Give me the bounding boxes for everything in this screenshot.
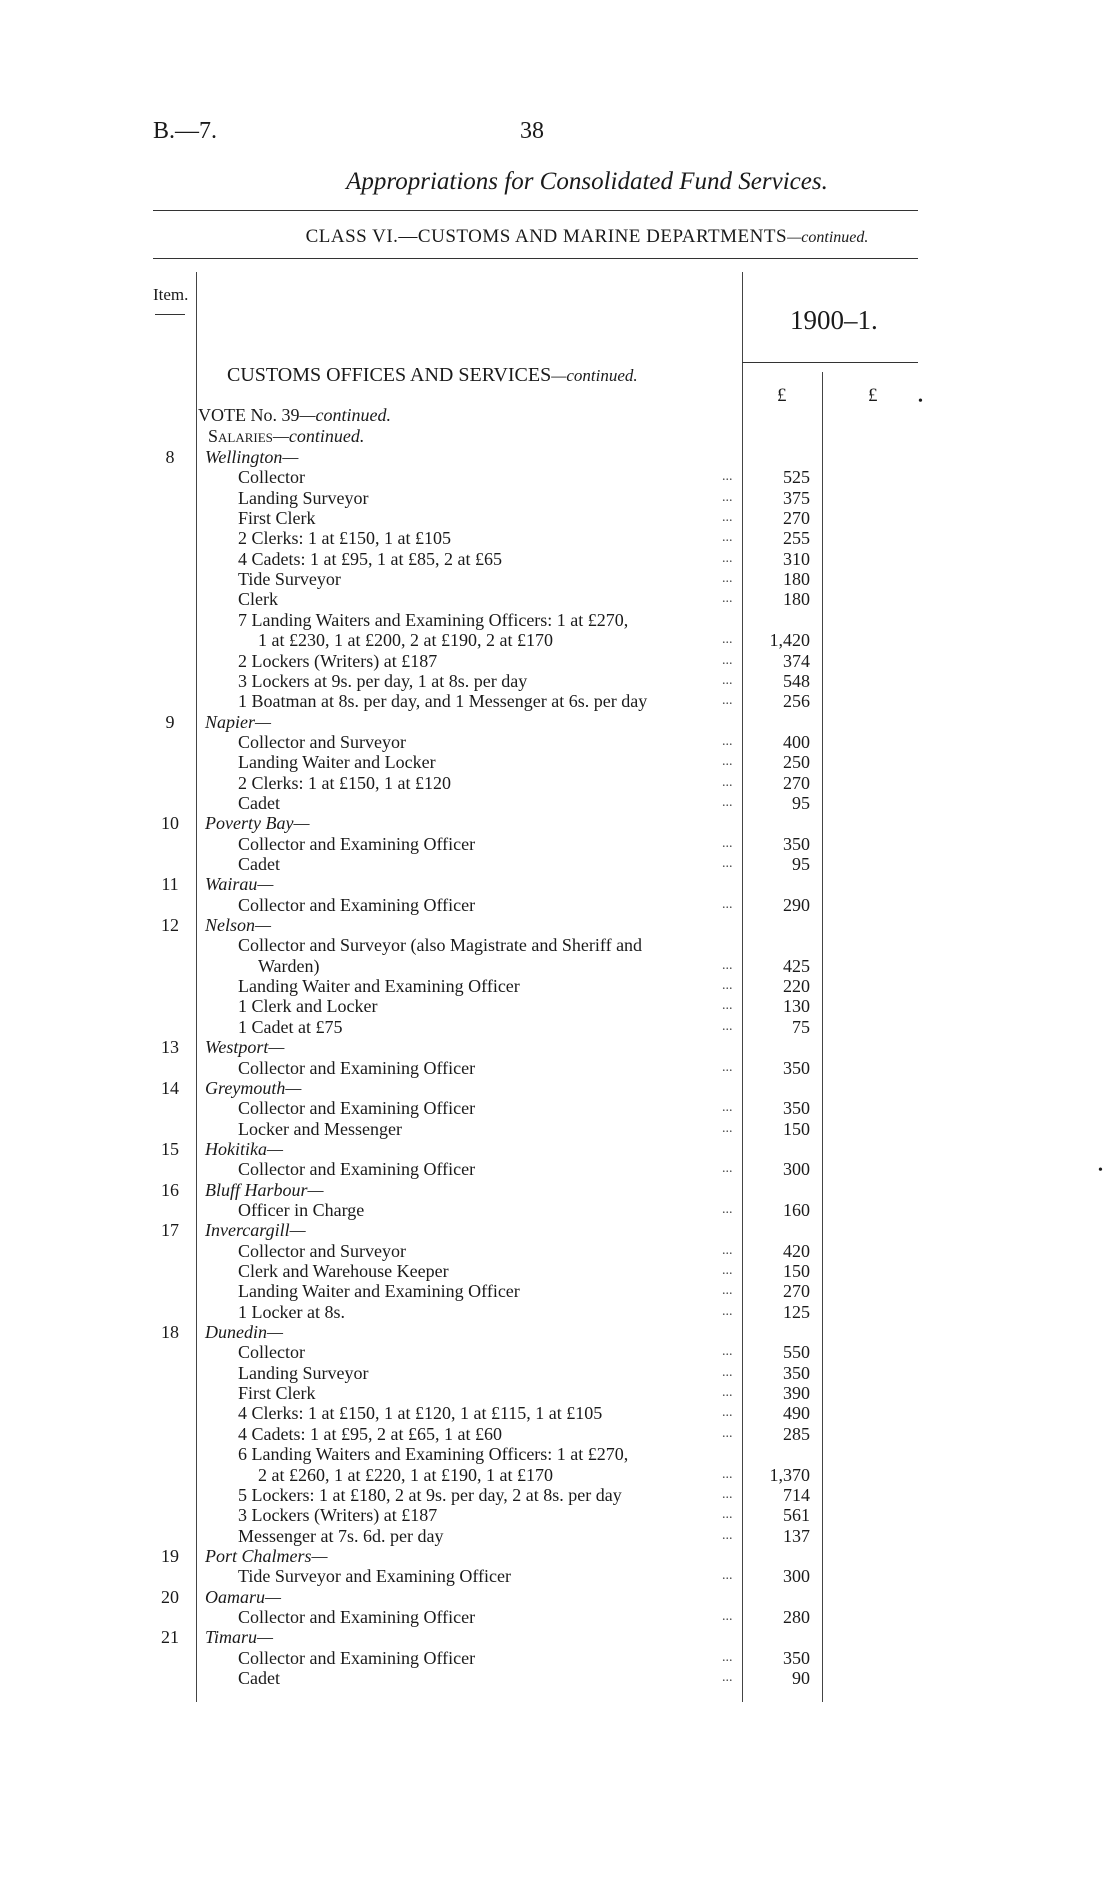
table-row bbox=[0, 549, 1114, 569]
position-description: 2 Clerks: 1 at £150, 1 at £120 bbox=[238, 772, 451, 793]
position-description: Cadet bbox=[238, 854, 280, 874]
position-description: Officer in Charge bbox=[238, 1199, 365, 1220]
item-heading-row bbox=[0, 1546, 1114, 1566]
position-description: Collector and Examining Officer bbox=[238, 894, 476, 915]
leader-dots: ... bbox=[722, 1527, 733, 1543]
position-description: Tide Surveyor bbox=[238, 569, 341, 590]
table-row bbox=[0, 752, 1114, 772]
leader-dots: ... bbox=[722, 571, 733, 587]
amount-value: 137 bbox=[783, 1525, 810, 1546]
position-description: 2 Clerks: 1 at £150, 1 at £105 bbox=[238, 528, 451, 549]
item-heading-row bbox=[0, 1180, 1114, 1200]
amount-value: 548 bbox=[783, 670, 810, 691]
item-heading-row bbox=[0, 1037, 1114, 1057]
leader-dots: ... bbox=[722, 489, 733, 505]
leader-dots: ... bbox=[722, 1608, 733, 1624]
amount-value: 250 bbox=[783, 752, 810, 773]
item-heading-row bbox=[0, 1627, 1114, 1647]
amount-value: 95 bbox=[792, 854, 810, 874]
leader-dots: ... bbox=[722, 978, 733, 994]
leader-dots: ... bbox=[722, 794, 733, 810]
location-heading: Port Chalmers— bbox=[205, 1545, 328, 1566]
leader-dots: ... bbox=[722, 1466, 733, 1482]
title-rule bbox=[153, 210, 918, 211]
position-description: Warden) bbox=[258, 955, 320, 976]
location-heading: Dunedin— bbox=[205, 1322, 283, 1343]
item-number: 15 bbox=[161, 1138, 179, 1159]
position-description: Collector and Examining Officer bbox=[238, 1057, 476, 1078]
location-heading: Oamaru— bbox=[205, 1586, 282, 1607]
amount-value: 1,420 bbox=[769, 630, 810, 651]
amount-value: 350 bbox=[783, 833, 810, 854]
item-heading-row bbox=[0, 813, 1114, 833]
leader-dots: ... bbox=[722, 1385, 733, 1401]
item-number: 8 bbox=[165, 447, 175, 467]
page-number: 38 bbox=[520, 118, 544, 144]
amount-value: 255 bbox=[783, 528, 810, 549]
position-description: 2 Lockers (Writers) at £187 bbox=[238, 650, 438, 671]
table-row bbox=[0, 1159, 1114, 1179]
amount-value: 390 bbox=[783, 1383, 810, 1404]
table-row bbox=[0, 1383, 1114, 1403]
item-heading-row bbox=[0, 1587, 1114, 1607]
amount-value: 350 bbox=[783, 1362, 810, 1383]
amount-value: 270 bbox=[783, 1281, 810, 1302]
table-row bbox=[0, 1058, 1114, 1078]
position-description: 6 Landing Waiters and Examining Officers: 1 at £270, bbox=[238, 1444, 629, 1465]
leader-dots: ... bbox=[722, 957, 733, 973]
leader-dots: ... bbox=[722, 1201, 733, 1217]
item-heading-row bbox=[0, 1220, 1114, 1240]
location-heading: Greymouth— bbox=[205, 1077, 302, 1098]
leader-dots: ... bbox=[722, 1364, 733, 1380]
position-description: 7 Landing Waiters and Examining Officers: 1 at £270, bbox=[238, 609, 629, 630]
leader-dots: ... bbox=[722, 754, 733, 770]
class-heading: CLASS VI.—CUSTOMS AND MARINE DEPARTMENTS—continued. bbox=[305, 226, 869, 247]
amount-value: 125 bbox=[783, 1301, 810, 1322]
position-description: Cadet bbox=[238, 1668, 280, 1688]
position-description: Collector and Surveyor bbox=[238, 1240, 406, 1261]
table-row bbox=[0, 1648, 1114, 1668]
item-heading-row bbox=[0, 1078, 1114, 1098]
year-column-header: 1900–1. bbox=[790, 305, 878, 335]
year-header-rule bbox=[742, 362, 918, 363]
amount-value: 270 bbox=[783, 508, 810, 529]
leader-dots: ... bbox=[722, 652, 733, 668]
amount-value: 310 bbox=[783, 548, 810, 569]
position-description: 1 Clerk and Locker bbox=[238, 996, 378, 1017]
leader-dots: ... bbox=[722, 469, 733, 485]
amount-value: 256 bbox=[783, 691, 810, 712]
table-row bbox=[0, 1342, 1114, 1362]
position-description: 1 Cadet at £75 bbox=[238, 1016, 343, 1037]
amount-value: 270 bbox=[783, 772, 810, 793]
position-description: Clerk bbox=[238, 589, 278, 610]
table-row bbox=[0, 1017, 1114, 1037]
position-description: Collector bbox=[238, 1342, 305, 1363]
leader-dots: ... bbox=[722, 896, 733, 912]
leader-dots: ... bbox=[722, 1303, 733, 1319]
amount-value: 160 bbox=[783, 1199, 810, 1220]
position-description: Cadet bbox=[238, 792, 280, 813]
location-heading: Bluff Harbour— bbox=[205, 1179, 324, 1200]
amount-value: 350 bbox=[783, 1057, 810, 1078]
leader-dots: ... bbox=[722, 835, 733, 851]
table-row bbox=[0, 1465, 1114, 1485]
leader-dots: ... bbox=[722, 1670, 733, 1685]
position-description: Collector and Examining Officer bbox=[238, 1159, 476, 1180]
amount-value: 220 bbox=[783, 976, 810, 997]
amount-value: 550 bbox=[783, 1342, 810, 1363]
item-number: 19 bbox=[161, 1545, 179, 1566]
document-code: B.—7. bbox=[153, 118, 218, 144]
section-title: CUSTOMS OFFICES AND SERVICES—continued. bbox=[227, 364, 638, 386]
leader-dots: ... bbox=[722, 510, 733, 526]
table-row bbox=[0, 1098, 1114, 1118]
position-description: Landing Surveyor bbox=[238, 1362, 369, 1383]
margin-mark: • bbox=[1098, 1163, 1103, 1178]
position-description: Landing Waiter and Examining Officer bbox=[238, 976, 520, 997]
leader-dots: ... bbox=[722, 1161, 733, 1177]
table-row bbox=[0, 854, 1114, 874]
amount-value: 350 bbox=[783, 1647, 810, 1668]
leader-dots: ... bbox=[722, 1344, 733, 1360]
table-row bbox=[0, 834, 1114, 854]
position-description: Collector and Examining Officer bbox=[238, 1647, 476, 1668]
table-row bbox=[0, 651, 1114, 671]
table-row bbox=[0, 630, 1114, 650]
item-number: 9 bbox=[165, 711, 175, 732]
position-description: Landing Waiter and Examining Officer bbox=[238, 1281, 520, 1302]
position-description: Collector and Examining Officer bbox=[238, 833, 476, 854]
item-heading-row bbox=[0, 712, 1114, 732]
amount-value: 95 bbox=[792, 792, 810, 813]
table-row bbox=[0, 671, 1114, 691]
location-heading: Napier— bbox=[205, 711, 272, 732]
table-row bbox=[0, 935, 1114, 955]
currency-label-1: £ bbox=[777, 385, 787, 406]
position-description: Collector and Surveyor (also Magistrate and Sheriff and bbox=[238, 935, 643, 956]
leader-dots: ... bbox=[722, 1263, 733, 1278]
table-row bbox=[0, 467, 1114, 487]
leader-dots: ... bbox=[722, 693, 733, 709]
amount-value: 374 bbox=[783, 650, 810, 671]
table-row bbox=[0, 793, 1114, 813]
amount-value: 490 bbox=[783, 1403, 810, 1424]
table-row bbox=[0, 1444, 1114, 1464]
position-description: Landing Surveyor bbox=[238, 487, 369, 508]
position-description: 1 at £230, 1 at £200, 2 at £190, 2 at £170 bbox=[258, 630, 553, 651]
location-heading: Hokitika— bbox=[205, 1138, 283, 1159]
amount-value: 525 bbox=[783, 467, 810, 488]
table-row bbox=[0, 1119, 1114, 1139]
location-heading: Nelson— bbox=[205, 915, 272, 936]
table-row bbox=[0, 1403, 1114, 1423]
amount-value: 150 bbox=[783, 1118, 810, 1139]
table-row bbox=[0, 1363, 1114, 1383]
amount-value: 180 bbox=[783, 569, 810, 590]
position-description: 3 Lockers at 9s. per day, 1 at 8s. per day bbox=[238, 670, 528, 691]
position-description: First Clerk bbox=[238, 1383, 316, 1404]
table-row bbox=[0, 1241, 1114, 1261]
position-description: 4 Clerks: 1 at £150, 1 at £120, 1 at £115, 1 at £105 bbox=[238, 1403, 603, 1424]
table-row bbox=[0, 1485, 1114, 1505]
position-description: Messenger at 7s. 6d. per day bbox=[238, 1525, 444, 1546]
page-title: Appropriations for Consolidated Fund Services. bbox=[346, 168, 828, 195]
table-row bbox=[0, 1668, 1114, 1688]
table-row bbox=[0, 569, 1114, 589]
amount-value: 290 bbox=[783, 894, 810, 915]
leader-dots: ... bbox=[722, 1568, 733, 1584]
leader-dots: ... bbox=[722, 856, 733, 871]
currency-label-2: £ bbox=[868, 385, 878, 406]
leader-dots: ... bbox=[722, 1507, 733, 1523]
amount-value: 400 bbox=[783, 731, 810, 752]
table-row bbox=[0, 1261, 1114, 1281]
table-row bbox=[0, 508, 1114, 528]
leader-dots: ... bbox=[722, 1018, 733, 1034]
table-row bbox=[0, 1281, 1114, 1301]
amount-value: 425 bbox=[783, 955, 810, 976]
amount-value: 1,370 bbox=[769, 1464, 810, 1485]
leader-dots: ... bbox=[722, 550, 733, 566]
position-description: Collector and Examining Officer bbox=[238, 1098, 476, 1119]
amount-value: 130 bbox=[783, 996, 810, 1017]
leader-dots: ... bbox=[722, 1242, 733, 1258]
position-description: Clerk and Warehouse Keeper bbox=[238, 1261, 449, 1281]
table-row bbox=[0, 1302, 1114, 1322]
position-description: 3 Lockers (Writers) at £187 bbox=[238, 1505, 438, 1526]
leader-dots: ... bbox=[722, 1425, 733, 1441]
item-number: 11 bbox=[161, 874, 179, 895]
table-row bbox=[0, 956, 1114, 976]
leader-dots: ... bbox=[722, 1120, 733, 1136]
position-description: 5 Lockers: 1 at £180, 2 at 9s. per day, 2 at 8s. per day bbox=[238, 1484, 622, 1505]
salaries-heading: Salaries—continued. bbox=[208, 426, 365, 446]
amount-value: 90 bbox=[792, 1668, 810, 1688]
leader-dots: ... bbox=[722, 1059, 733, 1075]
leader-dots: ... bbox=[722, 1649, 733, 1665]
vote-heading: VOTE No. 39—continued. bbox=[198, 405, 391, 425]
item-heading-row bbox=[0, 1139, 1114, 1159]
amount-value: 150 bbox=[783, 1261, 810, 1281]
table-row bbox=[0, 589, 1114, 609]
position-description: First Clerk bbox=[238, 508, 316, 529]
amount-value: 300 bbox=[783, 1566, 810, 1587]
item-header-rule bbox=[155, 314, 185, 315]
item-number: 12 bbox=[161, 915, 179, 936]
table-row bbox=[0, 996, 1114, 1016]
position-description: Tide Surveyor and Examining Officer bbox=[238, 1566, 511, 1587]
item-number: 13 bbox=[161, 1037, 179, 1058]
amount-value: 375 bbox=[783, 487, 810, 508]
amount-value: 420 bbox=[783, 1240, 810, 1261]
item-number: 21 bbox=[161, 1627, 179, 1648]
position-description: 2 at £260, 1 at £220, 1 at £190, 1 at £170 bbox=[258, 1464, 553, 1485]
leader-dots: ... bbox=[722, 530, 733, 546]
table-row bbox=[0, 610, 1114, 630]
table-top-rule bbox=[153, 258, 918, 259]
position-description: 1 Locker at 8s. bbox=[238, 1301, 345, 1322]
amount-value: 350 bbox=[783, 1098, 810, 1119]
location-heading: Invercargill— bbox=[205, 1220, 306, 1241]
table-row bbox=[0, 1526, 1114, 1546]
leader-dots: ... bbox=[722, 774, 733, 790]
table-row bbox=[0, 488, 1114, 508]
position-description: Collector and Examining Officer bbox=[238, 1606, 476, 1627]
location-heading: Poverty Bay— bbox=[205, 813, 310, 834]
table-row bbox=[0, 1200, 1114, 1220]
item-number: 17 bbox=[161, 1220, 179, 1241]
leader-dots: ... bbox=[722, 591, 733, 607]
amount-value: 75 bbox=[792, 1016, 810, 1037]
amount-value: 285 bbox=[783, 1423, 810, 1444]
position-description: Landing Waiter and Locker bbox=[238, 752, 436, 773]
table-row bbox=[0, 1505, 1114, 1525]
location-heading: Wairau— bbox=[205, 874, 274, 895]
amount-value: 561 bbox=[783, 1505, 810, 1526]
item-number: 18 bbox=[161, 1322, 179, 1343]
leader-dots: ... bbox=[722, 1405, 733, 1421]
position-description: Collector bbox=[238, 467, 305, 488]
position-description: 4 Cadets: 1 at £95, 2 at £65, 1 at £60 bbox=[238, 1423, 502, 1444]
amount-value: 714 bbox=[783, 1484, 810, 1505]
location-heading: Westport— bbox=[205, 1037, 285, 1058]
table-row bbox=[0, 773, 1114, 793]
location-heading: Timaru— bbox=[205, 1627, 274, 1648]
location-heading: Wellington— bbox=[205, 447, 299, 467]
position-description: Locker and Messenger bbox=[238, 1118, 402, 1139]
item-heading-row bbox=[0, 1322, 1114, 1342]
item-heading-row bbox=[0, 447, 1114, 467]
leader-dots: ... bbox=[722, 998, 733, 1014]
item-heading-row bbox=[0, 915, 1114, 935]
margin-mark: • bbox=[918, 394, 923, 409]
table-row bbox=[0, 895, 1114, 915]
amount-value: 180 bbox=[783, 589, 810, 610]
item-column-header: Item. bbox=[153, 285, 189, 304]
leader-dots: ... bbox=[722, 632, 733, 648]
table-row bbox=[0, 1607, 1114, 1627]
table-row bbox=[0, 528, 1114, 548]
table-row bbox=[0, 1566, 1114, 1586]
amount-value: 300 bbox=[783, 1159, 810, 1180]
item-number: 16 bbox=[161, 1179, 179, 1200]
table-row bbox=[0, 691, 1114, 711]
table-row bbox=[0, 732, 1114, 752]
item-number: 14 bbox=[161, 1077, 179, 1098]
item-number: 20 bbox=[161, 1586, 179, 1607]
leader-dots: ... bbox=[722, 1283, 733, 1299]
leader-dots: ... bbox=[722, 1486, 733, 1502]
amount-value: 280 bbox=[783, 1606, 810, 1627]
position-description: 1 Boatman at 8s. per day, and 1 Messenger at 6s. per day bbox=[238, 691, 648, 712]
leader-dots: ... bbox=[722, 1100, 733, 1116]
table-row bbox=[0, 976, 1114, 996]
table-row bbox=[0, 1424, 1114, 1444]
item-number: 10 bbox=[161, 813, 179, 834]
position-description: Collector and Surveyor bbox=[238, 731, 406, 752]
position-description: 4 Cadets: 1 at £95, 1 at £85, 2 at £65 bbox=[238, 548, 502, 569]
leader-dots: ... bbox=[722, 672, 733, 688]
item-heading-row bbox=[0, 874, 1114, 894]
leader-dots: ... bbox=[722, 733, 733, 749]
